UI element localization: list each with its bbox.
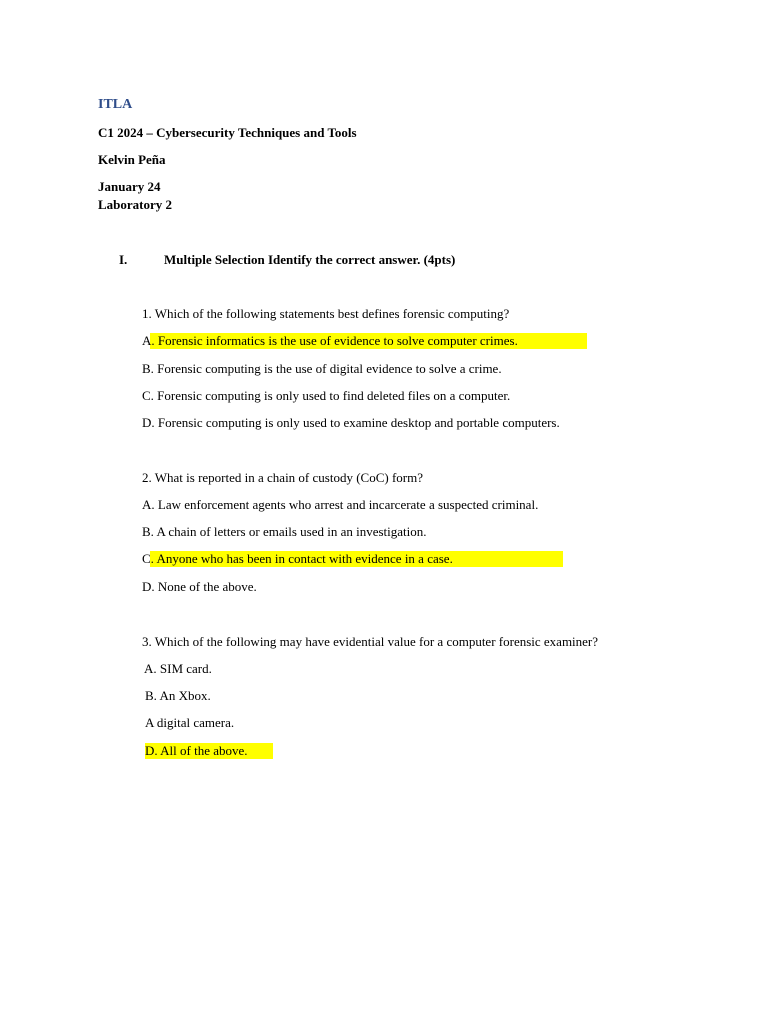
- question-1-option-c: C. Forensic computing is only used to find deleted files on a computer.: [142, 388, 511, 403]
- organization-name: ITLA: [98, 97, 133, 112]
- question-2-option-d: D. None of the above.: [142, 579, 257, 594]
- question-2-option-c: C. Anyone who has been in contact with evidence in a case.: [142, 551, 453, 566]
- section-number: I.: [119, 252, 128, 267]
- question-2-text: 2. What is reported in a chain of custody (CoC) form?: [142, 470, 423, 485]
- question-1-text: 1. Which of the following statements best defines forensic computing?: [142, 306, 510, 321]
- question-2-option-b: B. A chain of letters or emails used in an investigation.: [142, 524, 427, 539]
- question-3-option-c: A digital camera.: [145, 715, 235, 730]
- course-title: C1 2024 – Cybersecurity Techniques and Tools: [98, 125, 357, 140]
- document-date: January 24: [98, 179, 161, 194]
- question-1-option-a: A. Forensic informatics is the use of evidence to solve computer crimes.: [142, 333, 518, 348]
- question-3-option-b: B. An Xbox.: [145, 688, 211, 703]
- question-3-text: 3. Which of the following may have evidential value for a computer forensic examiner?: [142, 634, 599, 649]
- question-1-option-d: D. Forensic computing is only used to examine desktop and portable computers.: [142, 415, 560, 430]
- lab-title: Laboratory 2: [98, 197, 173, 212]
- section-title: Multiple Selection Identify the correct answer. (4pts): [164, 252, 456, 267]
- student-name: Kelvin Peña: [98, 152, 166, 167]
- question-1-option-b: B. Forensic computing is the use of digital evidence to solve a crime.: [142, 361, 502, 376]
- question-3-option-d: D. All of the above.: [145, 743, 248, 758]
- question-2-option-a: A. Law enforcement agents who arrest and incarcerate a suspected criminal.: [142, 497, 539, 512]
- question-3-option-a: A. SIM card.: [144, 661, 212, 676]
